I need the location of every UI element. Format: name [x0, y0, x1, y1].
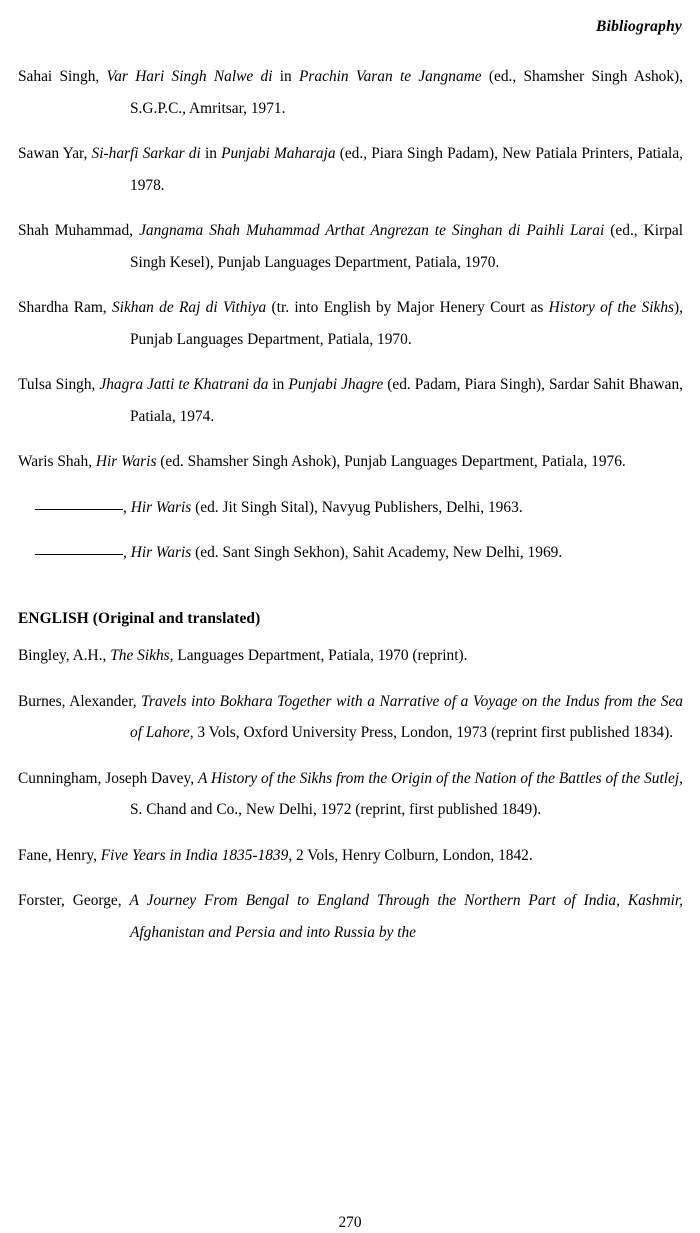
entry-publication-details: (ed., Piara Singh Padam), New Patiala Printers, Patiala, 1978.: [130, 145, 683, 194]
entry-author: Sahai Singh,: [18, 68, 107, 86]
entry-lead-punctuation: ,: [123, 544, 131, 562]
bibliography-entry: [18, 686, 683, 749]
bibliography-entry: [18, 885, 683, 948]
entry-title-primary: A Journey From Bengal to England Through the Northern Part of India, Kashmir, Afghanistan and Persia and into Russia by the: [129, 892, 683, 941]
entry-publication-details: (ed. Shamsher Singh Ashok), Punjab Languages Department, Patiala, 1976.: [156, 453, 626, 471]
entry-connector: in: [272, 68, 300, 86]
entry-title-primary: Hir Waris: [130, 544, 192, 562]
entry-author: Shardha Ram,: [18, 299, 112, 317]
entry-author: Tulsa Singh,: [18, 376, 100, 394]
bibliography-entry: [18, 215, 683, 278]
entry-publication-details: (ed., Kirpal Singh Kesel), Punjab Languages Department, Patiala, 1970.: [130, 222, 683, 271]
author-repeat-rule: [35, 509, 123, 510]
entry-author: Sawan Yar,: [18, 145, 92, 163]
entry-title-primary: Five Years in India 1835-1839: [100, 846, 289, 864]
entry-author: Shah Muhammad,: [18, 222, 140, 240]
entry-title-primary: Sikhan de Raj di Vithiya: [111, 299, 267, 317]
entry-author: Bingley, A.H.,: [18, 647, 111, 665]
bibliography-entry: [18, 138, 683, 201]
entry-publication-details: , 2 Vols, Henry Colburn, London, 1842.: [288, 846, 533, 864]
entry-connector: in: [200, 145, 222, 163]
entry-title-primary: Hir Waris: [95, 453, 157, 471]
entry-title-secondary: Punjabi Maharaja: [221, 145, 336, 163]
bibliography-entry: [18, 763, 683, 826]
entry-title-primary: Jhagra Jatti te Khatrani da: [99, 376, 269, 394]
entry-title-primary: A History of the Sikhs from the Origin of the Nation of the Battles of the Sutlej: [197, 769, 680, 787]
bibliography-entry-same-author: [35, 537, 683, 569]
entry-publication-details: ), Punjab Languages Department, Patiala, 1970.: [130, 299, 683, 348]
page-number: 270: [338, 1214, 362, 1231]
bibliography-entry: [18, 640, 683, 672]
entry-publication-details: (ed. Jit Singh Sital), Navyug Publishers, Delhi, 1963.: [191, 498, 523, 516]
entry-publication-details: (ed., Shamsher Singh Ashok), S.G.P.C., Amritsar, 1971.: [130, 68, 683, 117]
bibliography-entry: [18, 292, 683, 355]
entry-author: Forster, George,: [18, 892, 130, 910]
entry-title-secondary: History of the Sikhs: [548, 299, 674, 317]
entry-title-secondary: Punjabi Jhagre: [288, 376, 384, 394]
author-repeat-rule: [35, 554, 123, 555]
entry-author: Burnes, Alexander,: [18, 692, 142, 710]
bibliography-entry: [18, 369, 683, 432]
entry-connector: in: [268, 376, 289, 394]
bibliography-entry: [18, 840, 683, 872]
entry-title-primary: The Sikhs: [110, 647, 170, 665]
entry-title-primary: Si-harfi Sarkar di: [91, 145, 201, 163]
entry-title-primary: Jangnama Shah Muhammad Arthat Angrezan te Singhan di Paihli Larai: [139, 222, 605, 240]
bibliography-entry: [18, 61, 683, 124]
entry-publication-details: (ed. Padam, Piara Singh), Sardar Sahit Bhawan, Patiala, 1974.: [130, 376, 683, 425]
entry-author: Waris Shah,: [18, 453, 96, 471]
entry-publication-details: , S. Chand and Co., New Delhi, 1972 (reprint, first published 1849).: [130, 769, 683, 819]
entry-author: Fane, Henry,: [18, 846, 101, 864]
bibliography-entry-list: [18, 61, 683, 948]
entry-publication-details: , Languages Department, Patiala, 1970 (reprint).: [169, 647, 468, 665]
entry-lead-punctuation: ,: [123, 498, 131, 516]
section-heading: ENGLISH (Original and translated): [18, 609, 261, 627]
entry-publication-details: (ed. Sant Singh Sekhon), Sahit Academy, New Delhi, 1969.: [191, 544, 563, 562]
entry-title-primary: Hir Waris: [130, 498, 192, 516]
bibliography-entry-same-author: [35, 492, 683, 524]
running-head: Bibliography: [596, 18, 682, 35]
entry-title-primary: Travels into Bokhara Together with a Narrative of a Voyage on the Indus from the Sea of Lahore: [130, 692, 683, 742]
entry-title-primary: Var Hari Singh Nalwe di: [106, 68, 273, 86]
entry-title-secondary: Prachin Varan te Jangname: [299, 68, 482, 86]
entry-publication-details: , 3 Vols, Oxford University Press, London, 1973 (reprint first published 1834).: [189, 724, 674, 742]
entry-author: Cunningham, Joseph Davey,: [18, 769, 198, 787]
bibliography-entry: [18, 446, 683, 478]
entry-connector: (tr. into English by Major Henery Court as: [266, 299, 549, 317]
